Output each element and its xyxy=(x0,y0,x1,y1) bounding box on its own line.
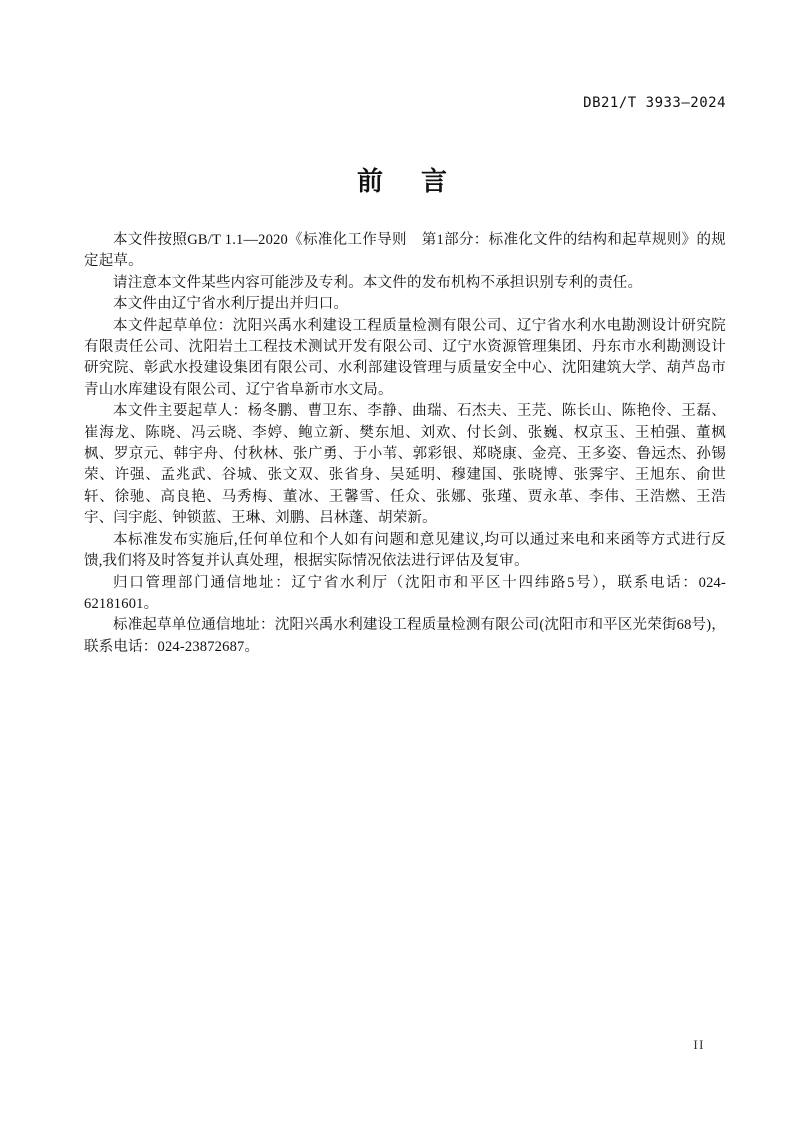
paragraph-drafting-unit-contact: 标准起草单位通信地址：沈阳兴禹水利建设工程质量检测有限公司(沈阳市和平区光荣街68号)，联系电话：024-23872687。 xyxy=(84,617,726,655)
paragraph-feedback-notice: 本标准发布实施后,任何单位和个人如有问题和意见建议,均可以通过来电和来函等方式进行反馈,我们将及时答复并认真处理，根据实际情况依法进行评估及复审。 xyxy=(84,531,726,570)
paragraph-drafters: 本文件主要起草人：杨冬鹏、曹卫东、李静、曲瑞、石杰夫、王芫、陈长山、陈艳伶、王磊、崔海龙、陈晓、冯云晓、李婷、鲍立新、樊东旭、刘欢、付长剑、张巍、权京玉、王柏强、董枫枫、罗京元、韩宇舟、付秋林、张广勇、于小苇、郭彩银、郑晓康、金亮、王多姿、鲁远杰、孙锡荣、许强、孟兆武、谷城、张文双、张省身、吴延明、穆建国、张晓博、张霁宇、王旭东、俞世轩、徐驰、高良艳、马秀梅、董冰、王馨雪、任众、张娜、张瑾、贾永革、李伟、王浩燃、王浩宇、闫宇彪、钟锁蓝、王琳、刘鹏、吕林蓬、胡荣新。 xyxy=(84,403,726,527)
paragraph-basis: 本文件按照GB/T 1.1—2020《标准化工作导则 第1部分：标准化文件的结构和起草规则》的规定起草。 xyxy=(84,232,726,270)
paragraph-patent-notice: 请注意本文件某些内容可能涉及专利。本文件的发布机构不承担识别专利的责任。 xyxy=(113,274,643,291)
page-title: 前 言 xyxy=(356,166,453,196)
standard-code: DB21/T 3933—2024 xyxy=(583,95,726,111)
paragraph-drafting-organizations: 本文件起草单位：沈阳兴禹水利建设工程质量检测有限公司、辽宁省水利水电勘测设计研究院有限责任公司、沈阳岩土工程技术测试开发有限公司、辽宁水资源管理集团、丹东市水利勘测设计研究院、彰武水投建设集团有限公司、水利部建设管理与质量安全中心、沈阳建筑大学、葫芦岛市青山水库建设有限公司、辽宁省阜新市水文局。 xyxy=(84,317,726,398)
foreword-body xyxy=(84,230,726,658)
paragraph-authority-contact: 归口管理部门通信地址：辽宁省水利厅（沈阳市和平区十四纬路5号），联系电话：024-62181601。 xyxy=(84,574,726,612)
page-number: II xyxy=(693,1037,705,1052)
paragraph-proposing-body: 本文件由辽宁省水利厅提出并归口。 xyxy=(113,296,349,313)
